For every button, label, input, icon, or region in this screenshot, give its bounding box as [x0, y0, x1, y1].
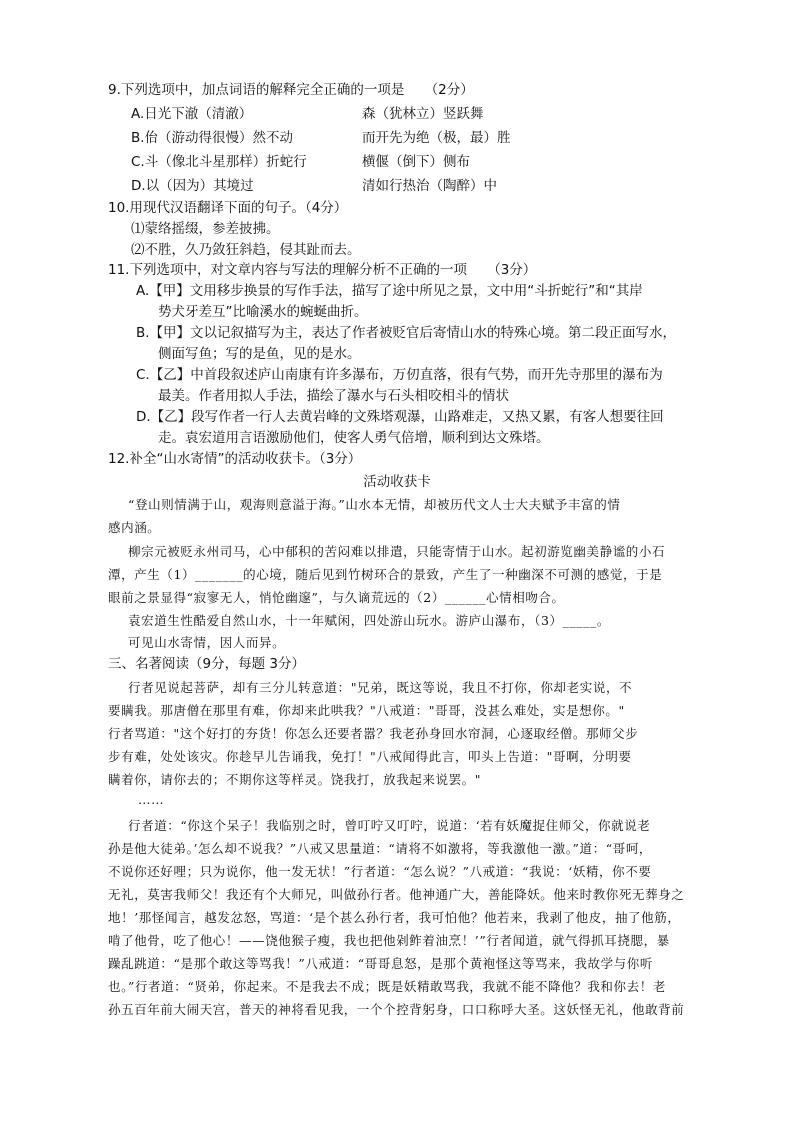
q11-option-a-line1: A.【甲】文用移步换景的写作手法，描写了途中所见之景，文中用“斗折蛇行”和“其岸 [136, 283, 643, 299]
q11-option-d-line2: 走。袁宏道用言语激励他们，使客人勇气倍增，顺利到达文殊塔。 [158, 430, 550, 446]
q9-option-c-right: 横偃（倒下）侧布 [362, 154, 470, 170]
passage1-line-2: 要瞒我。那唐僧在那里有难，你却来此哄我？"八戒道："哥哥，没甚么难处，实是想你。" [108, 703, 625, 718]
passage1-line-5: 瞒着你，请你去的；不期你这等样灵。饶我打，放我起来说罢。" [108, 772, 482, 787]
q10-item-1: ⑴蒙络摇缀，参差披拂。 [131, 221, 280, 237]
q11-option-b-line1: B.【甲】文以记叙描写为主，表达了作者被贬官后寄情山水的特殊心境。第二段正面写水， [136, 325, 677, 341]
q9-option-b-right: 而开先为绝（极，最）胜 [362, 130, 511, 146]
q9-option-a-left: A.日光下澈（清澈） [131, 106, 253, 122]
q11-option-a-line2: 势犬牙差互”比喻溪水的蜿蜒曲折。 [158, 304, 368, 320]
passage2-line-4: 无礼，莫害我师父！我还有个大师兄，叫做孙行者。他神通广大，善能降妖。他来时教你死无葬身之 [108, 887, 685, 902]
card-line-4: 潭，产生（1）_______的心境，随后见到竹树环合的景致，产生了一种幽深不可测的感觉，于是 [108, 567, 663, 582]
q10-title: 10.用现代汉语翻译下面的句子。（4分） [108, 200, 348, 216]
card-title: 活动收获卡 [363, 474, 431, 490]
q11-option-d-line1: D.【乙】段写作者一行人去黄岩峰的文殊塔观瀑，山路难走，又热又累，有客人想要往回 [136, 409, 664, 425]
q9-option-a-right: 森（犹林立）竖跃舞 [362, 106, 484, 122]
passage2-line-3: 不说你还好哩；只为说你，他一发无状！”行者道：“怎么说？”八戒道：“我说：‘妖精，你不要 [108, 864, 652, 879]
passage2-line-9: 孙五百年前大闹天宫，普天的神将看见我，一个个控背躬身，口口称呼大圣。这妖怪无礼，他敢背前 [108, 1002, 685, 1017]
q11-option-c-line1: C.【乙】中首段叙述庐山南康有许多瀑布，万仞直落，很有气势，而开先寺那里的瀑布为 [136, 367, 663, 383]
card-line-2: 感内涵。 [108, 520, 161, 535]
q9-option-b-left: B.佁（游动得很慢）然不动 [131, 130, 294, 146]
passage1-line-4: 步有难，处处该灾。你趁早儿告诵我，免打！"八戒闻得此言，叩头上告道："哥啊，分明要 [108, 749, 632, 764]
card-line-5: 眼前之景显得“寂寥无人，悄怆幽邃”，与久谪荒远的（2）______心情相吻合。 [108, 590, 565, 605]
q11-title: 11.下列选项中，对文章内容与写法的理解分析不正确的一项 （3分） [108, 262, 537, 278]
passage2-line-7: 躁乱跳道：“是那个敢这等骂我！”八戒道：“哥哥息怒，是那个黄袍怪这等骂来，我故学与你听 [108, 956, 653, 971]
section3-title: 三、名著阅读（9分，每题 3分） [108, 656, 305, 672]
passage2-line-1: 行者道：“你这个呆子！我临别之时，曾叮咛又叮咛，说道：‘若有妖魔捉住师父，你就说老 [128, 818, 651, 833]
q9-option-c-left: C.斗（像北斗星那样）折蛇行 [131, 154, 307, 170]
passage2-line-5: 地！’那怪闻言，越发忿怒，骂道：‘是个甚么孙行者，我可怕他？他若来，我剥了他皮，抽了他筋， [108, 910, 681, 925]
q9-title: 9.下列选项中，加点词语的解释完全正确的一项是 （2分） [108, 82, 474, 98]
card-line-3: 柳宗元被贬永州司马，心中郁积的苦闷难以排遣，只能寄情于山水。起初游览幽美静谧的小石 [128, 544, 666, 559]
passage2-line-8: 也。”行者道：“贤弟，你起来。不是我去不成；既是妖精敢骂我，我就不能不降他？我和你去！老 [108, 979, 666, 994]
passage1-line-1: 行者见说起菩萨，却有三分儿转意道："兄弟，既这等说，我且不打你，你却老实说，不 [128, 680, 633, 695]
card-line-1: “登山则情满于山，观海则意溢于海。”山水本无情，却被历代文人士大夫赋予丰富的情 [128, 497, 621, 512]
q10-item-2: ⑵不胜，久乃敛狂斜趋，侵其趾而去。 [131, 242, 361, 258]
card-line-6: 袁宏道生性酷爱自然山水，十一年赋闲，四处游山玩水。游庐山瀑布，（3）_____。 [128, 613, 610, 628]
q9-option-d-left: D.以（因为）其境过 [131, 178, 254, 194]
passage1-ellipsis: …… [138, 792, 165, 807]
passage1-line-3: 行者骂道："这个好打的夯货！你怎么还要者嚣？我老孙身回水帘洞，心逐取经僧。那师父步 [108, 726, 639, 741]
q9-option-d-right: 清如行热治（陶醉）中 [362, 178, 497, 194]
passage2-line-6: 啃了他骨，吃了他心！——饶他猴子瘦，我也把他剁鲊着油烹！’”行者闻道，就气得抓耳挠腮，暴 [108, 933, 670, 948]
q11-option-c-line2: 最美。作者用拟人手法，描绘了瀑水与石头相咬相斗的情状 [158, 388, 509, 404]
q12-title: 12.补全“山水寄情”的活动收获卡。（3分） [108, 451, 362, 467]
card-line-7: 可见山水寄情，因人而异。 [128, 635, 286, 650]
q11-option-b-line2: 侧面写鱼；写的是鱼，见的是水。 [158, 346, 361, 362]
passage2-line-2: 孙是他大徒弟。’怎么却不说我？”八戒又思量道：“请将不如激将，等我激他一激。”道：“哥呵， [108, 841, 653, 856]
